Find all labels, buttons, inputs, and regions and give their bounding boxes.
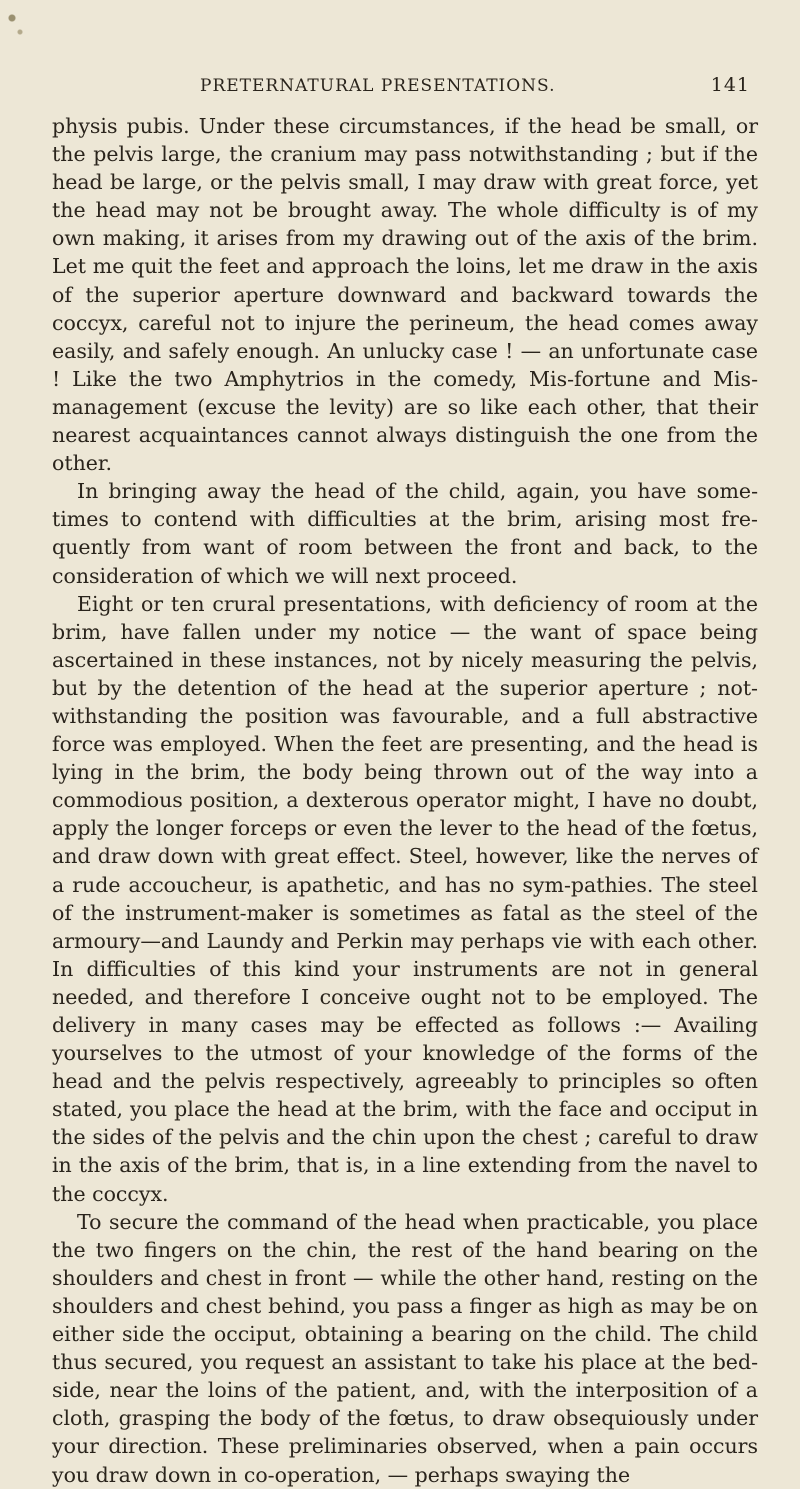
paragraph: physis pubis. Under these circumstances, if the head be small, or the pelvis large, the cranium may pass notwithstanding ; but if the head be large, or the pelvis small, I may draw with great force, yet the head may not be brought away. The whole difficulty is of my own making, it arises from my drawing out of the axis of the brim. Let me quit the feet and approach the loins, let me draw in the axis of the superior aperture downward and backward towards the coccyx, careful not to injure the perineum, the head comes away easily, and safely enough. An unlucky case ! — an unfortunate case ! Like the two Amphytrios in the comedy, Mis-fortune and Mis-management (excuse the levity) are so like each other, that their nearest acquaintances cannot always distinguish the one from the other. — [52, 114, 758, 476]
page-blemish — [0, 0, 30, 60]
paragraph: To secure the command of the head when practicable, you place the two fingers on the chin, the rest of the hand bearing on the shoulders and chest in front — while the other hand, resting on the shoulders and chest behind, you pass a finger as high as may be on either side the occiput, obtaining a bearing on the child. The child thus secured, you request an assistant to take his place at the bed-side, near the loins of the patient, and, with the interposition of a cloth, grasping the body of the fœtus, to draw obsequiously under your direction. These preliminaries observed, when a pain occurs you draw down in co-operation, — perhaps swaying the — [52, 1209, 758, 1487]
paragraph: Eight or ten crural presentations, with deficiency of room at the brim, have fallen under my notice — the want of space being ascertained in these instances, not by nicely measuring the pelvis, but by the detention of the head at the superior aperture ; not-withstanding the position was favourable, and a full abstractive force was employed. When the feet are presenting, and the head is lying in the brim, the body being thrown out of the way into a commodious position, a dexterous operator might, I have no doubt, apply the longer forceps or even the lever to the head of the fœtus, and draw down with great effect. Steel, however, like the nerves of a rude accoucheur, is apathetic, and has no sym-pathies. The steel of the instrument-maker is sometimes as fatal as the steel of the armoury—and Laundy and Perkin may perhaps vie with each other. In difficulties of this kind your instruments are not in general needed, and therefore I conceive ought not to be employed. The delivery in many cases may be effected as follows :— Availing yourselves to the utmost of your knowledge of the forms of the head and the pelvis respectively, agreeably to principles so often stated, you place the head at the brim, with the face and occiput in the sides of the pelvis and the chin upon the chest ; careful to draw in the axis of the brim, that is, in a line extending from the navel to the coccyx. — [52, 591, 758, 1206]
body-text — [52, 112, 758, 1489]
running-title: PRETERNATURAL PRESENTATIONS. — [200, 76, 556, 96]
page-number: 141 — [710, 74, 750, 96]
running-header — [200, 74, 750, 96]
paragraph: In bringing away the head of the child, again, you have some-times to contend with difficulties at the brim, arising most fre-quently from want of room between the front and back, to the consideration of which we will next proceed. — [52, 479, 758, 588]
